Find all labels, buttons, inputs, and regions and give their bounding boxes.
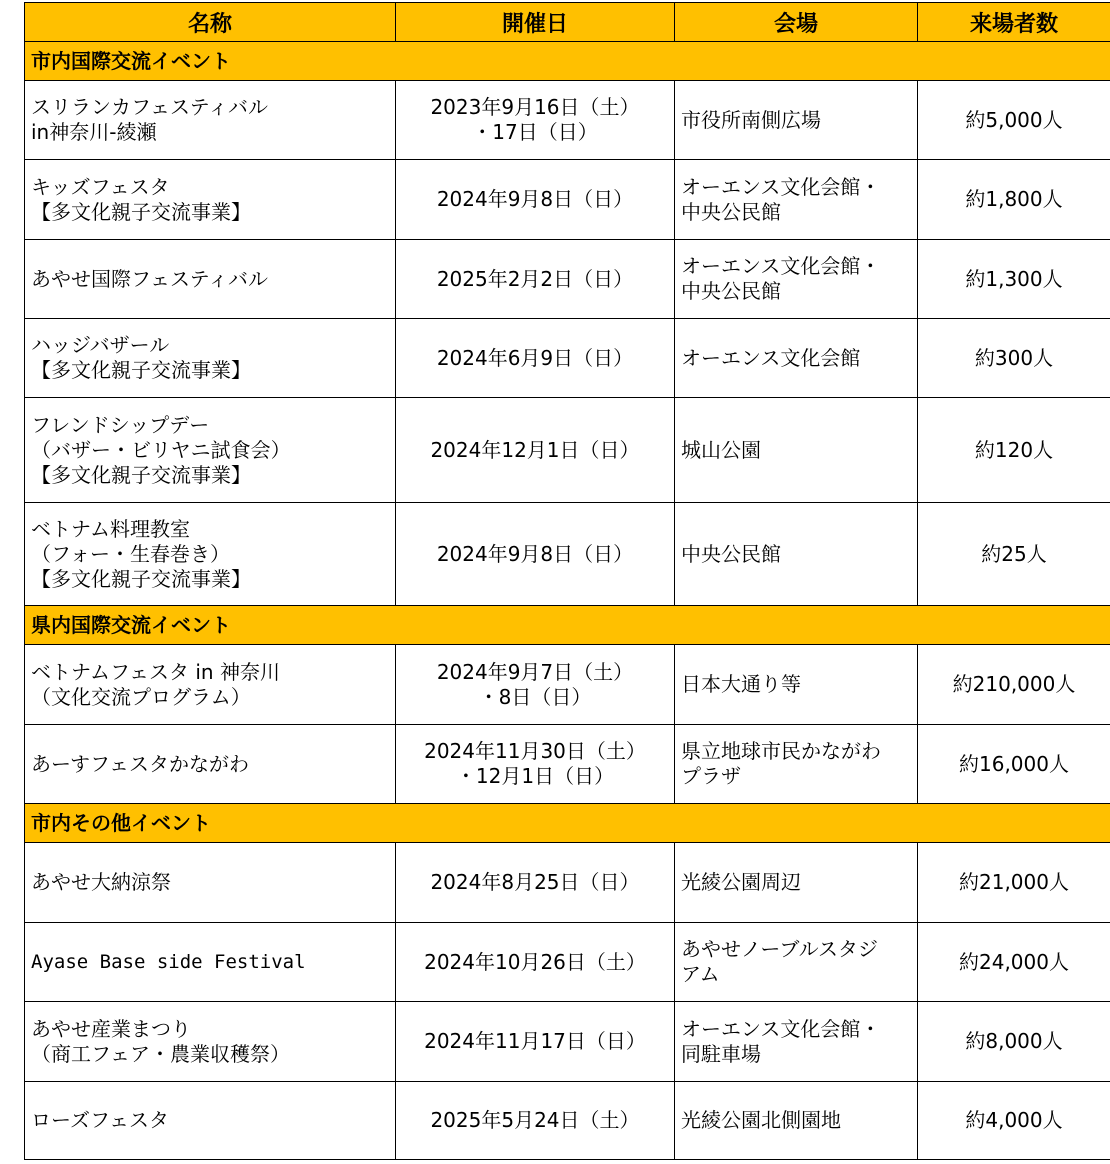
venue-line: 市役所南側広場	[681, 107, 821, 132]
cell-date	[396, 319, 675, 398]
venue-line: 光綾公園北側園地	[681, 1108, 841, 1132]
date-line: 2025年2月2日（日）	[436, 266, 634, 291]
cell-date	[396, 398, 675, 503]
date-line: 2024年11月30日（土）	[424, 739, 646, 763]
date-line: 2024年9月8日（日）	[436, 187, 634, 211]
cell-name	[25, 81, 396, 160]
cell-venue	[675, 1082, 918, 1160]
name-line: フレンドシップデー	[31, 412, 210, 437]
name-line: 【多文化親子交流事業】	[31, 462, 251, 487]
name-line: ベトナムフェスタ in 神奈川	[31, 659, 280, 684]
name-line: Ayase Base side Festival	[31, 950, 306, 973]
date-line: ・12月1日（日）	[455, 764, 615, 788]
cell-date	[396, 160, 675, 240]
cell-venue	[675, 160, 918, 240]
name-line: ハッジバザール	[31, 333, 170, 357]
venue-line: 中央公民館	[681, 279, 781, 303]
table-row	[25, 843, 1110, 923]
name-line: 【多文化親子交流事業】	[31, 358, 251, 382]
cell-count: 約300人	[918, 319, 1110, 398]
section-title: 市内国際交流イベント	[25, 42, 1110, 81]
venue-line: 城山公園	[681, 437, 761, 462]
table-row	[25, 398, 1110, 503]
cell-name	[25, 503, 396, 606]
cell-count: 約120人	[918, 398, 1110, 503]
section-header	[25, 42, 1110, 81]
section-header	[25, 804, 1110, 843]
date-line: 2024年6月9日（日）	[436, 345, 634, 370]
table-row	[25, 319, 1110, 398]
cell-venue	[675, 725, 918, 804]
venue-line: オーエンス文化会館・	[681, 174, 881, 199]
cell-date	[396, 81, 675, 160]
venue-line: オーエンス文化会館	[681, 345, 861, 370]
name-line: ベトナム料理教室	[31, 516, 190, 541]
date-line: ・8日（日）	[478, 684, 592, 709]
header-date: 開催日	[396, 3, 675, 42]
date-line: 2025年5月24日（土）	[430, 1108, 640, 1132]
cell-venue	[675, 503, 918, 606]
date-line: 2023年9月16日（土）	[430, 95, 640, 119]
name-line: （商工フェア・農業収穫祭）	[31, 1041, 290, 1066]
cell-date	[396, 645, 675, 725]
date-line: 2024年9月8日（日）	[436, 541, 634, 566]
cell-name	[25, 645, 396, 725]
section-title: 市内その他イベント	[25, 804, 1110, 843]
name-line: ローズフェスタ	[31, 1108, 169, 1132]
cell-venue	[675, 81, 918, 160]
cell-name	[25, 923, 396, 1002]
venue-line: 日本大通り等	[681, 672, 801, 696]
venue-line: アム	[681, 962, 720, 986]
table-row	[25, 160, 1110, 240]
venue-line: 中央公民館	[681, 199, 781, 224]
cell-name	[25, 319, 396, 398]
header-count: 来場者数	[918, 3, 1110, 42]
name-line: 【多文化親子交流事業】	[31, 199, 251, 224]
date-line: ・17日（日）	[472, 120, 598, 144]
cell-date	[396, 725, 675, 804]
table-row	[25, 240, 1110, 319]
section-header	[25, 606, 1110, 645]
name-line: スリランカフェスティバル	[31, 95, 268, 119]
date-line: 2024年11月17日（日）	[424, 1029, 646, 1053]
cell-venue	[675, 645, 918, 725]
name-line: （バザー・ビリヤニ試食会）	[31, 437, 291, 462]
events-table	[24, 2, 1110, 1160]
date-line: 2024年10月26日（土）	[424, 949, 646, 974]
header-name: 名称	[25, 3, 396, 42]
venue-line: オーエンス文化会館・	[681, 1016, 881, 1041]
cell-date	[396, 240, 675, 319]
section-title: 県内国際交流イベント	[25, 606, 1110, 645]
cell-name	[25, 398, 396, 503]
name-line: あやせ産業まつり	[31, 1016, 191, 1041]
name-line: in神奈川-綾瀬	[31, 120, 157, 144]
cell-date	[396, 923, 675, 1002]
cell-count: 約5,000人	[918, 81, 1110, 160]
date-line: 2024年8月25日（日）	[430, 870, 640, 894]
cell-venue	[675, 923, 918, 1002]
name-line: 【多文化親子交流事業】	[31, 566, 251, 591]
cell-count: 約16,000人	[918, 725, 1110, 804]
date-line: 2024年12月1日（日）	[430, 437, 640, 462]
table-row	[25, 725, 1110, 804]
cell-name	[25, 725, 396, 804]
table-row	[25, 503, 1110, 606]
cell-venue	[675, 398, 918, 503]
venue-line: 県立地球市民かながわ	[681, 739, 881, 763]
cell-venue	[675, 843, 918, 923]
cell-count: 約25人	[918, 503, 1110, 606]
name-line: あーすフェスタかながわ	[31, 751, 249, 776]
cell-venue	[675, 240, 918, 319]
name-line: （フォー・生春巻き）	[31, 541, 230, 566]
name-line: あやせ国際フェスティバル	[31, 266, 268, 291]
cell-count: 約210,000人	[918, 645, 1110, 725]
cell-name	[25, 160, 396, 240]
cell-name	[25, 240, 396, 319]
cell-count: 約24,000人	[918, 923, 1110, 1002]
name-line: キッズフェスタ	[31, 174, 170, 199]
table-row	[25, 645, 1110, 725]
date-line: 2024年9月7日（土）	[436, 659, 634, 684]
cell-venue	[675, 1002, 918, 1082]
cell-count: 約1,300人	[918, 240, 1110, 319]
cell-date	[396, 1082, 675, 1160]
cell-name	[25, 843, 396, 923]
venue-line: 同駐車場	[681, 1041, 761, 1066]
venue-line: あやせノーブルスタジ	[681, 937, 878, 961]
cell-count: 約4,000人	[918, 1082, 1110, 1160]
cell-name	[25, 1082, 396, 1160]
cell-date	[396, 1002, 675, 1082]
header-row	[25, 3, 1110, 42]
cell-date	[396, 843, 675, 923]
cell-venue	[675, 319, 918, 398]
table-row	[25, 1082, 1110, 1160]
table-row	[25, 923, 1110, 1002]
cell-date	[396, 503, 675, 606]
venue-line: 光綾公園周辺	[681, 870, 801, 894]
table-row	[25, 1002, 1110, 1082]
cell-count: 約21,000人	[918, 843, 1110, 923]
venue-line: 中央公民館	[681, 541, 781, 566]
cell-name	[25, 1002, 396, 1082]
name-line: あやせ大納涼祭	[31, 870, 171, 894]
cell-count: 約1,800人	[918, 160, 1110, 240]
venue-line: オーエンス文化会館・	[681, 254, 881, 278]
venue-line: プラザ	[681, 764, 741, 788]
header-venue: 会場	[675, 3, 918, 42]
name-line: （文化交流プログラム）	[31, 684, 251, 709]
cell-count: 約8,000人	[918, 1002, 1110, 1082]
table-row	[25, 81, 1110, 160]
